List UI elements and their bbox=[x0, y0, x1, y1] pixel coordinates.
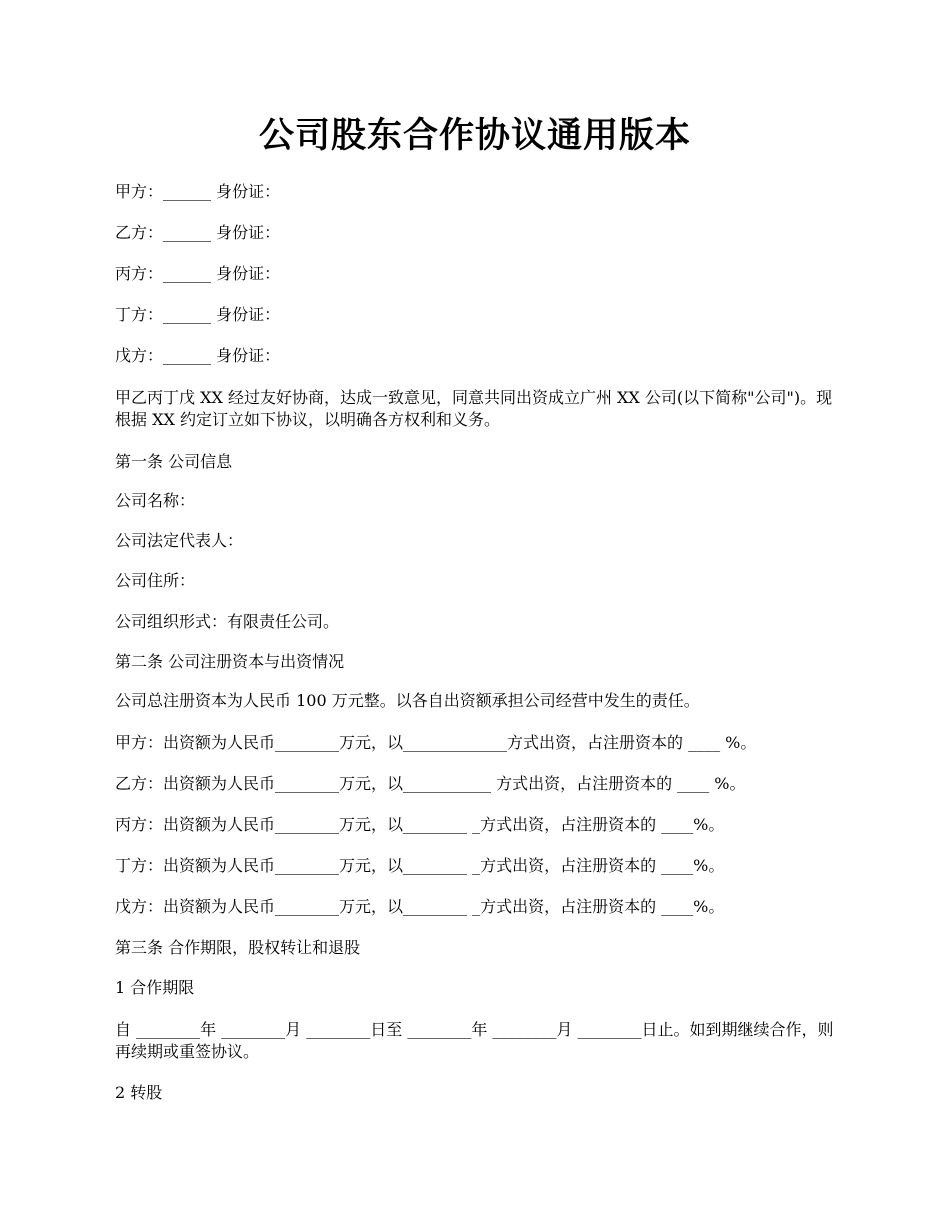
contribution-jia: 甲方：出资额为人民币________万元，以_____________方式出资，占注册资本的 ____ %。 bbox=[115, 733, 757, 752]
article3-heading: 第三条 合作期限，股权转让和退股 bbox=[115, 938, 361, 957]
party-wu: 戊方：______ 身份证： bbox=[115, 346, 281, 365]
article2-heading: 第二条 公司注册资本与出资情况 bbox=[115, 652, 345, 671]
party-jia: 甲方：______ 身份证： bbox=[115, 182, 281, 201]
total-capital-line: 公司总注册资本为人民币 100 万元整。以各自出资额承担公司经营中发生的责任。 bbox=[115, 691, 700, 710]
intro-paragraph: 甲乙丙丁戊 XX 经过友好协商，达成一致意见，同意共同出资成立广州 XX 公司(以下简称"公司")。现根据 XX 约定订立如下协议，以明确各方权利和义务。 bbox=[115, 388, 833, 429]
document-title: 公司股东合作协议通用版本 bbox=[258, 115, 691, 156]
party-yi: 乙方：______ 身份证： bbox=[115, 223, 281, 242]
party-ding: 丁方：______ 身份证： bbox=[115, 305, 281, 324]
contribution-wu: 戊方：出资额为人民币________万元，以________ _方式出资，占注册资本的 ____%。 bbox=[115, 897, 725, 916]
contribution-yi: 乙方：出资额为人民币________万元，以___________ 方式出资，占注册资本的 ____ %。 bbox=[115, 774, 746, 793]
company-name-line: 公司名称： bbox=[115, 491, 196, 510]
term-subheading: 1 合作期限 bbox=[115, 978, 195, 997]
contribution-ding: 丁方：出资额为人民币________万元，以________ _方式出资，占注册资本的 ____%。 bbox=[115, 856, 725, 875]
article1-heading: 第一条 公司信息 bbox=[115, 452, 233, 471]
company-form-line: 公司组织形式：有限责任公司。 bbox=[115, 612, 340, 631]
party-bing: 丙方：______ 身份证： bbox=[115, 264, 281, 283]
term-paragraph: 自 ________年 ________月 ________日至 ________年 ________月 ________日止。如到期继续合作，则再续期或重签协议。 bbox=[115, 1020, 834, 1061]
contribution-bing: 丙方：出资额为人民币________万元，以________ _方式出资，占注册资本的 ____%。 bbox=[115, 815, 725, 834]
share-transfer-subheading: 2 转股 bbox=[115, 1083, 163, 1102]
company-address-line: 公司住所： bbox=[115, 571, 196, 590]
legal-representative-line: 公司法定代表人： bbox=[115, 531, 244, 550]
